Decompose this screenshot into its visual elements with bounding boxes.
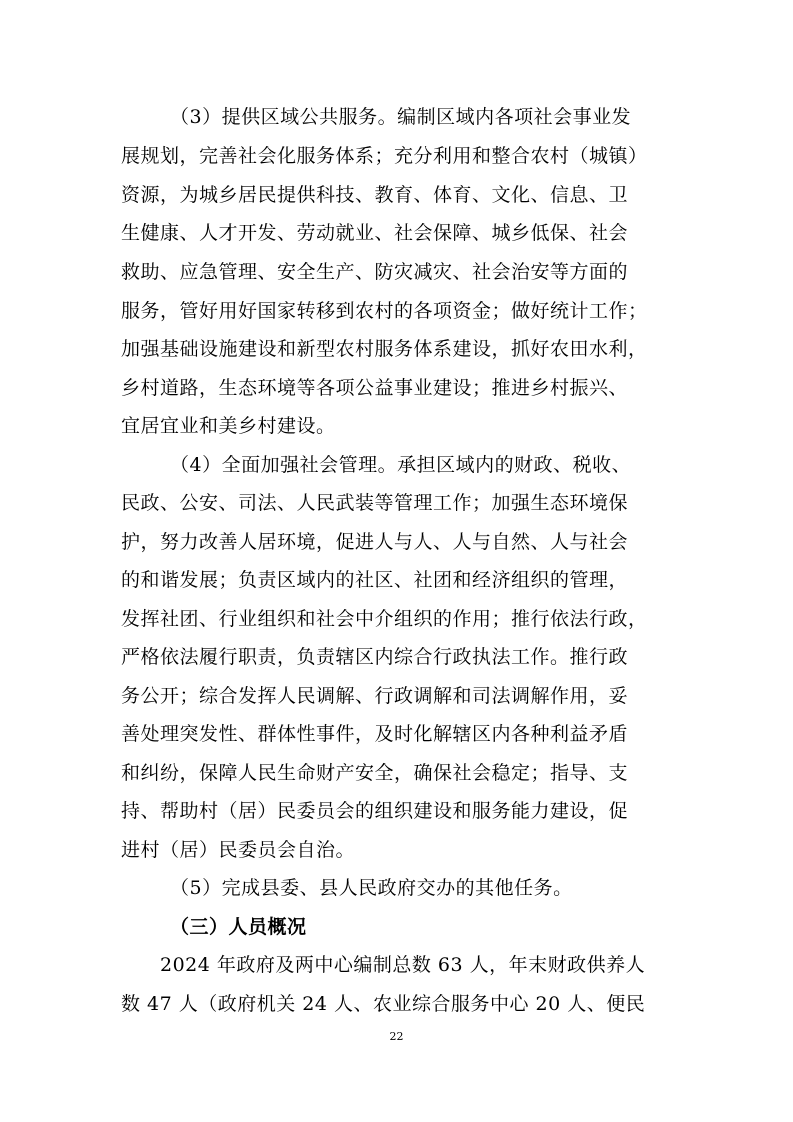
paragraph-4-line-2: 民政、公安、司法、人民武装等管理工作；加强生态环境保 <box>121 492 629 514</box>
paragraph-3-line-5: 救助、应急管理、安全生产、防灾减灾、社会治安等方面的 <box>121 261 629 283</box>
paragraph-3-line-1: （3）提供区域公共服务。编制区域内各项社会事业发 <box>170 106 632 128</box>
paragraph-4-line-8: 善处理突发性、群体性事件，及时化解辖区内各种利益矛盾 <box>121 723 629 745</box>
paragraph-4-line-7: 务公开；综合发挥人民调解、行政调解和司法调解作用，妥 <box>121 685 629 707</box>
paragraph-3-line-7: 加强基础设施建设和新型农村服务体系建设，抓好农田水利， <box>121 338 648 360</box>
paragraph-3-line-2: 展规划，完善社会化服务体系；充分利用和整合农村（城镇） <box>121 145 648 167</box>
paragraph-4-line-1: （4）全面加强社会管理。承担区域内的财政、税收、 <box>170 454 632 476</box>
paragraph-3-line-9: 宜居宜业和美乡村建设。 <box>121 415 336 437</box>
staffing-paragraph-line-2: 数 47 人（政府机关 24 人、农业综合服务中心 20 人、便民 <box>121 993 646 1015</box>
paragraph-5-line-1: （5）完成县委、县人民政府交办的其他任务。 <box>170 877 573 899</box>
paragraph-3-line-8: 乡村道路，生态环境等各项公益事业建设；推进乡村振兴、 <box>121 377 629 399</box>
paragraph-4-line-5: 发挥社团、行业组织和社会中介组织的作用；推行依法行政， <box>121 608 648 630</box>
paragraph-3-line-6: 服务，管好用好国家转移到农村的各项资金；做好统计工作； <box>121 300 648 322</box>
paragraph-3-line-3: 资源，为城乡居民提供科技、教育、体育、文化、信息、卫 <box>121 184 629 206</box>
paragraph-3-line-4: 生健康、人才开发、劳动就业、社会保障、城乡低保、社会 <box>121 222 629 244</box>
paragraph-4-line-9: 和纠纷，保障人民生命财产安全，确保社会稳定；指导、支 <box>121 762 629 784</box>
paragraph-4-line-3: 护，努力改善人居环境，促进人与人、人与自然、人与社会 <box>121 531 629 553</box>
page-number: 22 <box>389 1030 404 1043</box>
paragraph-4-line-11: 进村（居）民委员会自治。 <box>121 839 356 861</box>
paragraph-4-line-10: 持、帮助村（居）民委员会的组织建设和服务能力建设，促 <box>121 800 629 822</box>
paragraph-4-line-4: 的和谐发展；负责区域内的社区、社团和经济组织的管理， <box>121 569 629 591</box>
staffing-paragraph-line-1: 2024 年政府及两中心编制总数 63 人，年末财政供养人 <box>160 954 646 976</box>
paragraph-4-line-6: 严格依法履行职责，负责辖区内综合行政执法工作。推行政 <box>121 646 629 668</box>
section-heading: （三）人员概况 <box>170 916 307 938</box>
